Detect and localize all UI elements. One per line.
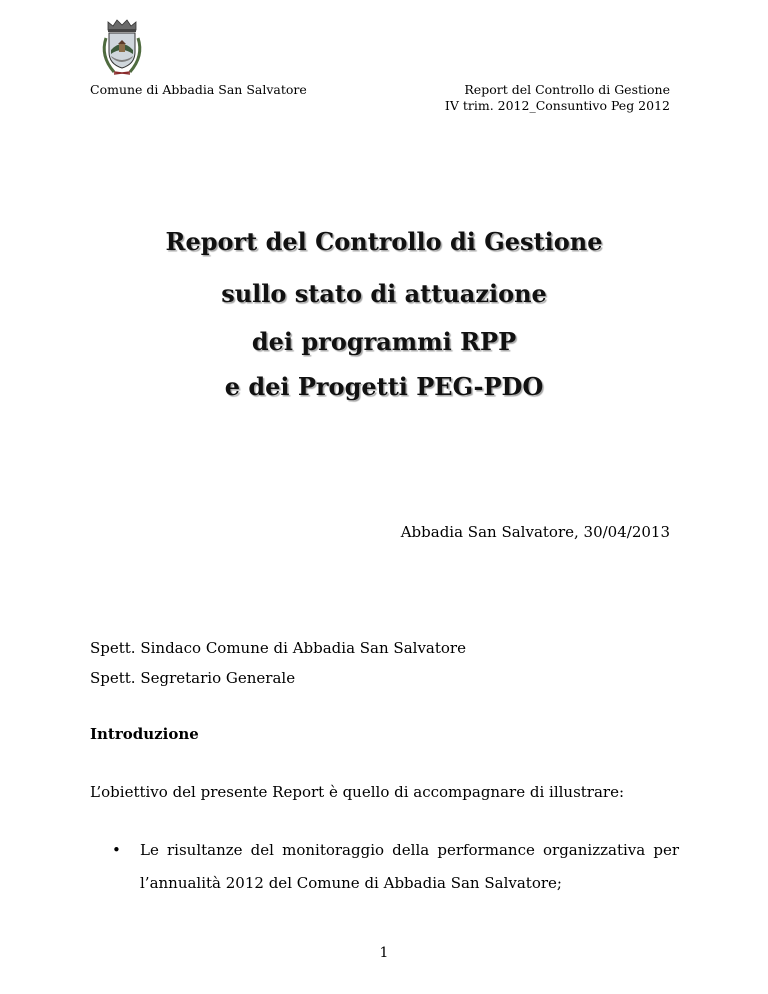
- header-report-info: [445, 82, 670, 114]
- document-title-line-3: dei programmi RPP: [251, 327, 517, 356]
- bullet-icon: •: [112, 841, 121, 859]
- header-municipality-name: Comune di Abbadia San Salvatore: [90, 82, 307, 97]
- bullet-item-line-1: Le risultanze del monitoraggio della performance organizzativa per: [140, 841, 679, 859]
- place-and-date: Abbadia San Salvatore, 30/04/2013: [400, 523, 670, 541]
- addressee-secretary: Spett. Segretario Generale: [90, 669, 296, 687]
- bullet-item-line-2: l’annualità 2012 del Comune di Abbadia San Salvatore;: [140, 874, 562, 892]
- intro-paragraph: L’obiettivo del presente Report è quello di accompagnare di illustrare:: [90, 783, 625, 801]
- header-report-title: Report del Controllo di Gestione: [464, 82, 670, 97]
- document-title-line-1: Report del Controllo di Gestione: [165, 227, 603, 256]
- document-title-line-4: e dei Progetti PEG-PDO: [224, 372, 544, 401]
- page-number: 1: [379, 945, 389, 961]
- document-title-line-2: sullo stato di attuazione: [221, 279, 547, 308]
- header-report-period: IV trim. 2012_Consuntivo Peg 2012: [444, 98, 670, 113]
- addressee-mayor: Spett. Sindaco Comune di Abbadia San Salvatore: [90, 639, 466, 657]
- section-heading: Introduzione: [90, 725, 199, 743]
- municipal-coat-of-arms-icon: [96, 16, 148, 80]
